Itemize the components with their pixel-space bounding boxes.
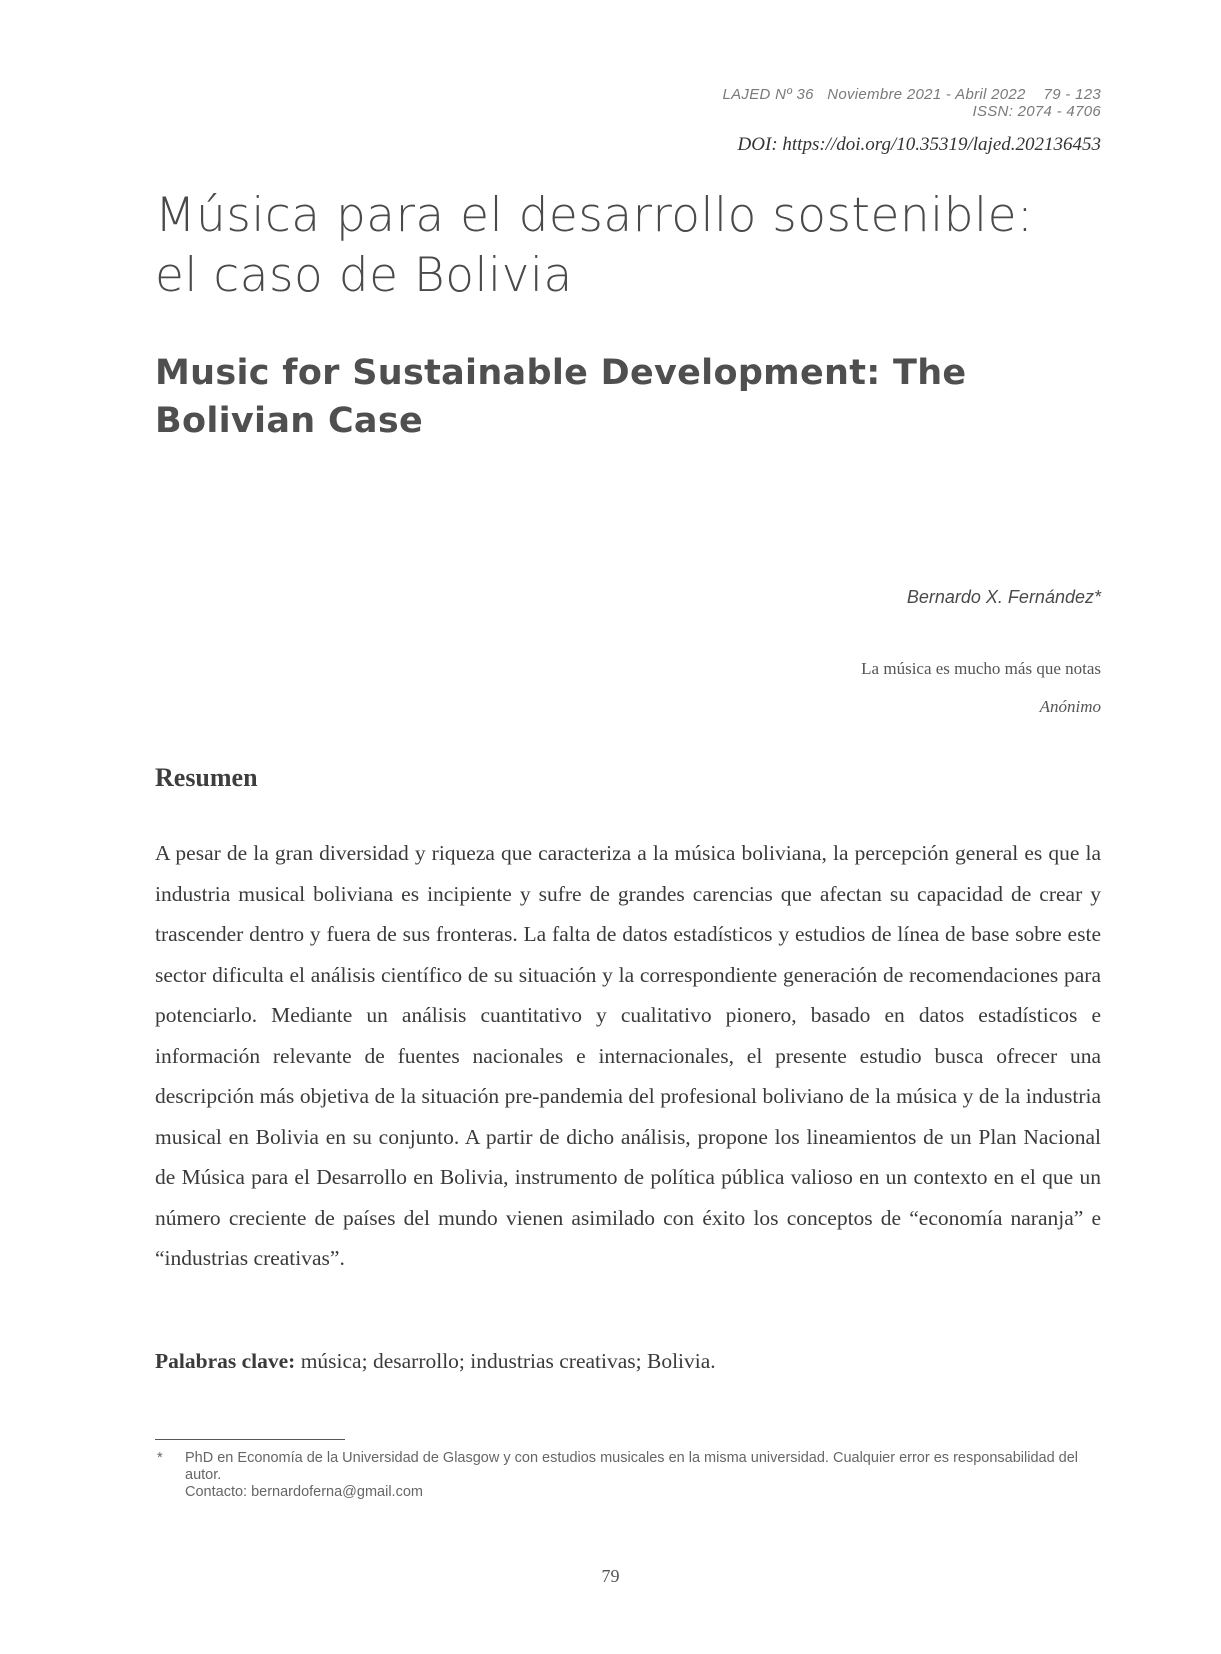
footnote-contact[interactable]: Contacto: bernardoferna@gmail.com: [185, 1484, 423, 1500]
keywords-label: Palabras clave:: [155, 1349, 296, 1373]
title-english: Music for Sustainable Development: The Bolivian Case: [155, 353, 967, 441]
footnote-divider: [155, 1439, 345, 1440]
abstract-body: A pesar de la gran diversidad y riqueza que caracteriza a la música boliviana, la percepción general es que la industria musical boliviana es incipiente y sufre de grandes carencias que afectan su capacidad de crear y trascender dentro y fuera de sus fronteras. La falta de datos estadísticos y estudios de línea de base sobre este sector dificulta el análisis científico de su situación y la correspondiente generación de recomendaciones para potenciarlo. Mediante un análisis cuantitativo y cualitativo pionero, basado en datos estadísticos e información relevante de fuentes nacionales e internacionales, el presente estudio busca ofrecer una descripción más objetiva de la situación pre-pandemia del profesional boliviano de la música y de la industria musical en Bolivia en su conjunto. A partir de dicho análisis, propone los lineamientos de un Plan Nacional de Música para el Desarrollo en Bolivia, instrumento de política pública valioso en un contexto en el que un número creciente de países del mundo vienen asimilado con éxito los conceptos de “economía naranja” e “industrias creativas”.: [155, 841, 1101, 1270]
issn-line: ISSN: 2074 - 4706: [972, 103, 1101, 120]
author-name: Bernardo X. Fernández*: [906, 587, 1101, 607]
epigraph-quote: La música es mucho más que notas: [861, 659, 1101, 678]
journal-header: [722, 86, 1101, 120]
epigraph: [861, 650, 1101, 726]
abstract-heading: Resumen: [155, 763, 258, 792]
keywords: [155, 1346, 1101, 1376]
keywords-text: música; desarrollo; industrias creativas; Bolivia.: [295, 1349, 716, 1373]
page-number: 79: [601, 1566, 620, 1586]
footnote-mark: *: [157, 1450, 163, 1466]
title-spanish: Música para el desarrollo sostenible: el caso de Bolivia: [155, 188, 1034, 303]
footnote-text: PhD en Economía de la Universidad de Glasgow y con estudios musicales en la misma universidad. Cualquier error es responsabilidad del autor.: [185, 1450, 1079, 1483]
doi-link[interactable]: DOI: https://doi.org/10.35319/lajed.202136453: [737, 134, 1101, 155]
journal-issue-line: LAJED Nº 36 Noviembre 2021 - Abril 2022 79 - 123: [722, 86, 1101, 103]
epigraph-source: Anónimo: [1039, 697, 1101, 716]
footnote: [155, 1450, 1101, 1501]
